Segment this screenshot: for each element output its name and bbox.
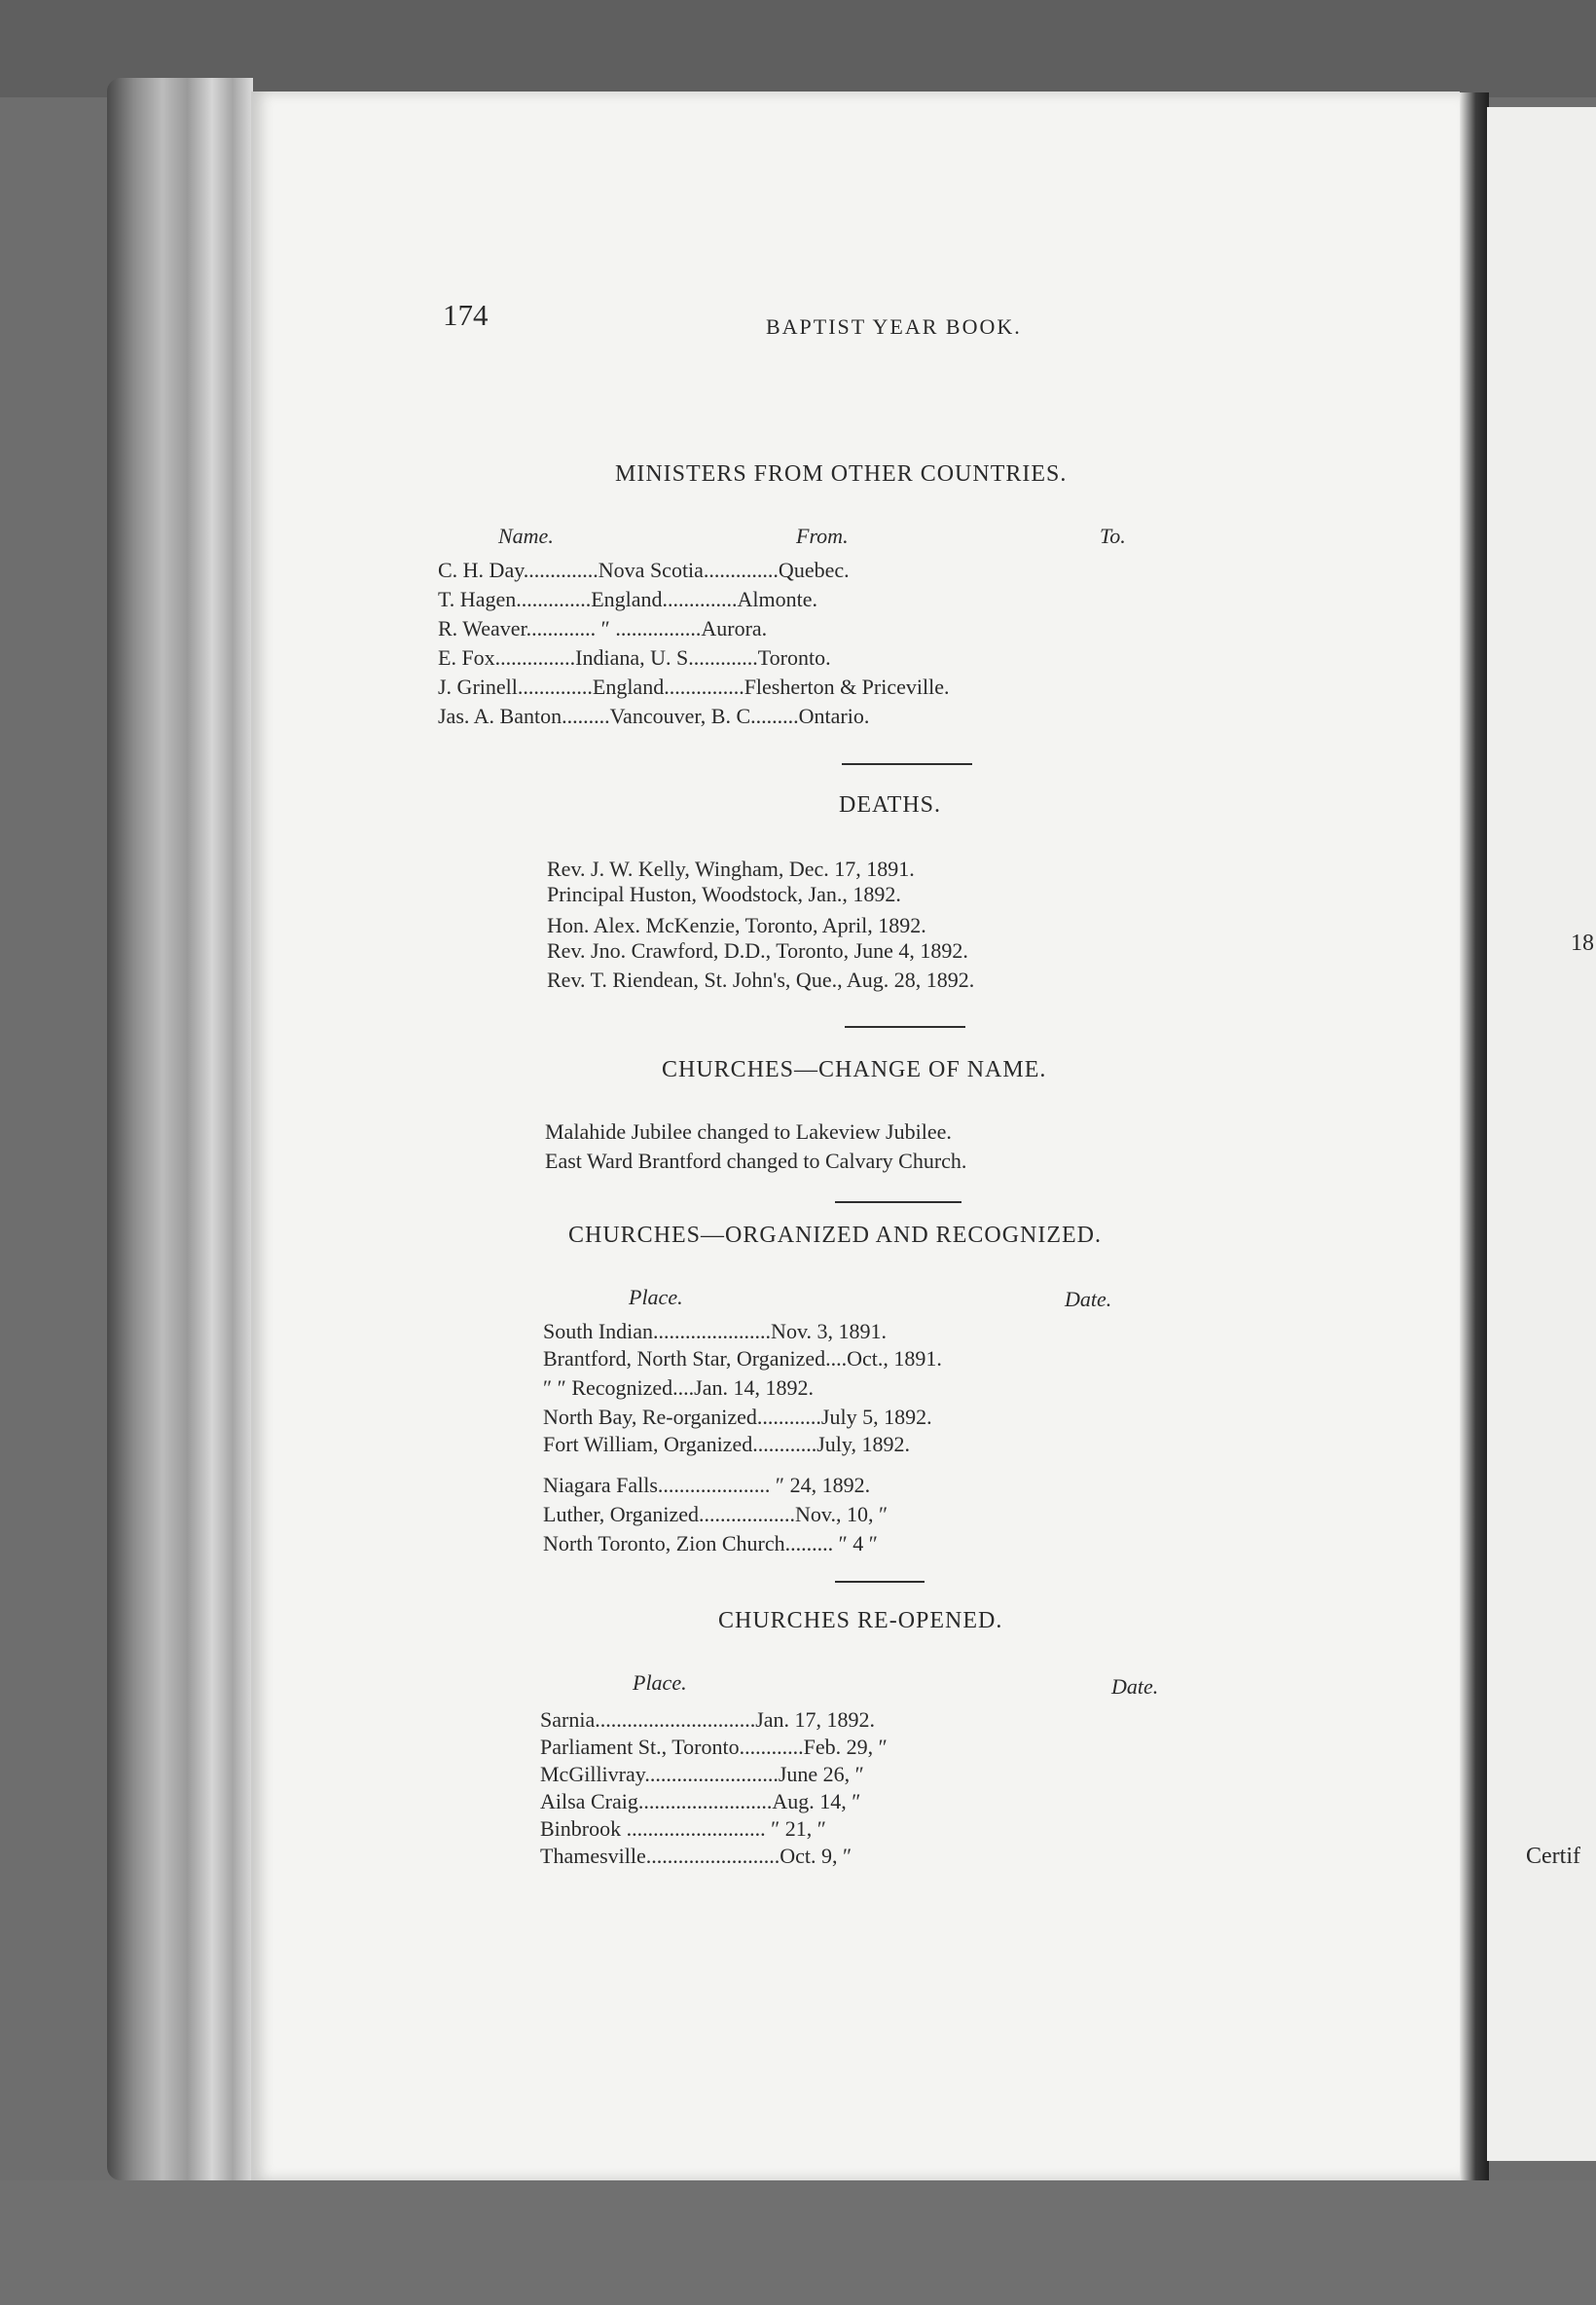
organized-row: North Bay, Re-organized............July 5, 1892. — [543, 1405, 932, 1429]
reopened-row: Ailsa Craig.........................Aug. 14, ″ — [540, 1789, 861, 1813]
reopened-row: Thamesville.........................Oct. 9, ″ — [540, 1844, 852, 1868]
book-page-edges — [107, 78, 253, 2180]
right-page-fragment: 18 — [1571, 931, 1594, 956]
reopened-row: Binbrook .......................... ″ 21, ″ — [540, 1816, 826, 1841]
organized-col-date: Date. — [1065, 1287, 1112, 1311]
organized-row: North Toronto, Zion Church......... ″ 4 ″ — [543, 1531, 878, 1555]
organized-row: ″ ″ Recognized....Jan. 14, 1892. — [543, 1375, 814, 1400]
death-row: Principal Huston, Woodstock, Jan., 1892. — [547, 882, 901, 906]
reopened-col-date: Date. — [1111, 1674, 1159, 1699]
minister-row: T. Hagen..............England..............Almonte. — [438, 587, 818, 611]
section-rule — [845, 1026, 965, 1028]
running-head: BAPTIST YEAR BOOK. — [766, 314, 1022, 339]
ministers-col-name: Name. — [498, 524, 554, 548]
organized-row: Niagara Falls..................... ″ 24, 1892. — [543, 1473, 871, 1497]
organized-row: Fort William, Organized............July, 1892. — [543, 1432, 910, 1456]
organized-col-place: Place. — [629, 1285, 683, 1309]
reopened-row: McGillivray.........................June 26, ″ — [540, 1762, 864, 1786]
book-gutter — [1460, 92, 1489, 2180]
minister-row: C. H. Day..............Nova Scotia..............Quebec. — [438, 558, 850, 582]
deaths-heading: DEATHS. — [839, 792, 942, 818]
reopened-row: Sarnia..............................Jan. 17, 1892. — [540, 1707, 876, 1732]
organized-heading: CHURCHES—ORGANIZED AND RECOGNIZED. — [568, 1223, 1102, 1248]
reopened-col-place: Place. — [633, 1670, 687, 1695]
organized-row: Brantford, North Star, Organized....Oct., 1891. — [543, 1346, 942, 1371]
section-rule — [842, 763, 972, 765]
death-row: Rev. J. W. Kelly, Wingham, Dec. 17, 1891. — [547, 857, 915, 881]
section-rule — [835, 1201, 961, 1203]
organized-row: Luther, Organized..................Nov., 10, ″ — [543, 1502, 889, 1526]
change-of-name-heading: CHURCHES—CHANGE OF NAME. — [662, 1057, 1047, 1082]
reopened-heading: CHURCHES RE-OPENED. — [718, 1608, 1003, 1633]
death-row: Hon. Alex. McKenzie, Toronto, April, 1892. — [547, 913, 926, 937]
reopened-row: Parliament St., Toronto............Feb. 29, ″ — [540, 1735, 888, 1759]
change-of-name-row: Malahide Jubilee changed to Lakeview Jubilee. — [545, 1119, 952, 1144]
death-row: Rev. T. Riendean, St. John's, Que., Aug. 28, 1892. — [547, 968, 975, 992]
ministers-col-to: To. — [1100, 524, 1126, 548]
section-rule — [835, 1581, 925, 1583]
organized-row: South Indian......................Nov. 3, 1891. — [543, 1319, 888, 1343]
page-number: 174 — [443, 298, 489, 332]
minister-row: R. Weaver............. ″ ................Aurora. — [438, 616, 768, 640]
minister-row: J. Grinell..............England...............Flesherton & Priceville. — [438, 675, 950, 699]
minister-row: Jas. A. Banton.........Vancouver, B. C.........Ontario. — [438, 704, 870, 728]
minister-row: E. Fox...............Indiana, U. S.............Toronto. — [438, 645, 831, 670]
ministers-heading: MINISTERS FROM OTHER COUNTRIES. — [615, 461, 1068, 487]
right-page-fragment: Certif — [1526, 1844, 1580, 1869]
change-of-name-row: East Ward Brantford changed to Calvary Church. — [545, 1149, 967, 1173]
death-row: Rev. Jno. Crawford, D.D., Toronto, June 4, 1892. — [547, 938, 968, 963]
scanner-background-bottom — [0, 2180, 1596, 2305]
ministers-col-from: From. — [796, 524, 849, 548]
